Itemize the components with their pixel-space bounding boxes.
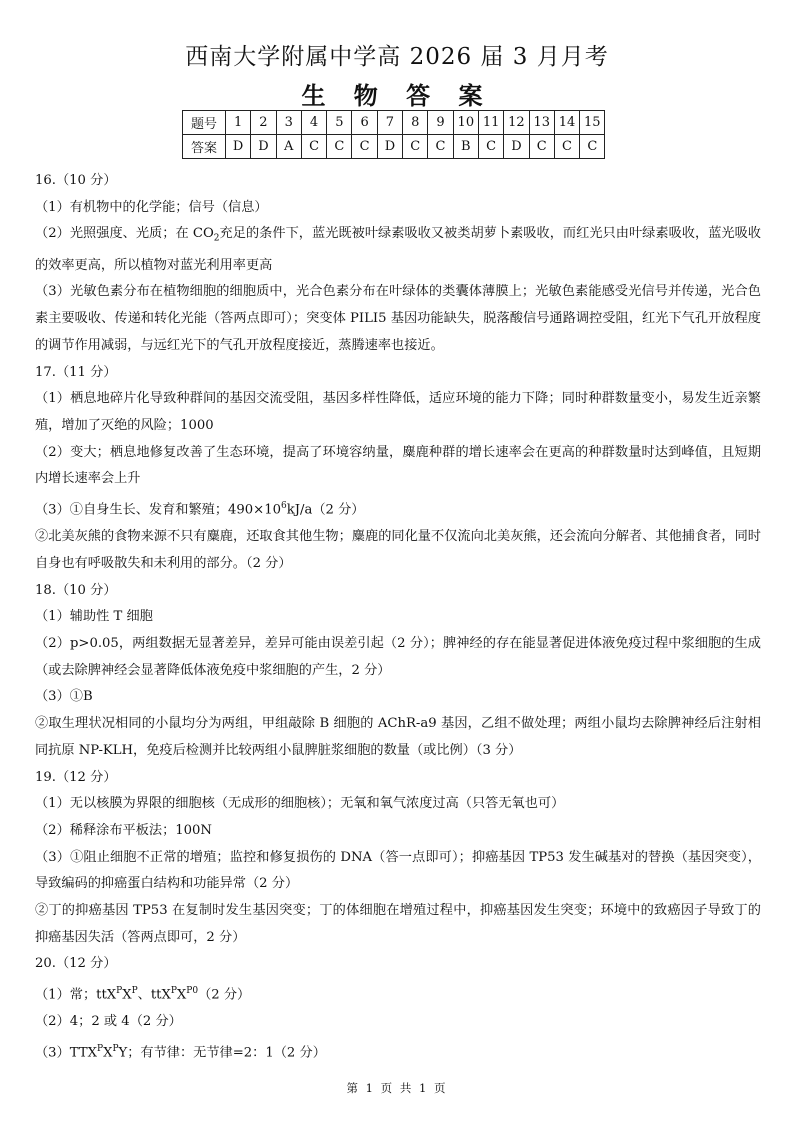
q17-answer-3b: ②北美灰熊的食物来源不只有麋鹿，还取食其他生物；麋鹿的同化量不仅流向北美灰熊，还会流向分解者、其他捕食者，同时自身也有呼吸散失和未利用的部分。（2 分） bbox=[35, 529, 761, 571]
question-number-cell: 15 bbox=[580, 111, 605, 135]
q18-heading: 18.（10 分） bbox=[35, 582, 117, 598]
answer-cell: C bbox=[327, 135, 352, 159]
answer-cell: C bbox=[428, 135, 453, 159]
question-number-cell: 1 bbox=[226, 111, 251, 135]
question-number-cell: 6 bbox=[352, 111, 377, 135]
q17-answer-1: （1）栖息地碎片化导致种群间的基因交流受阻，基因多样性降低，适应环境的能力下降；同时种群数量变小，易发生近亲繁殖，增加了灭绝的风险；1000 bbox=[35, 391, 761, 433]
question-number-cell: 14 bbox=[554, 111, 579, 135]
q17-heading: 17.（11 分） bbox=[35, 364, 117, 380]
answer-cell: C bbox=[478, 135, 503, 159]
q16-answer-1: （1）有机物中的化学能；信号（信息） bbox=[35, 199, 268, 215]
q20-answer-1: （1）常；$ttX^PX^P$、$ttX^PX^{P0}(2$ 分） bbox=[35, 986, 251, 1003]
question-number-cell: 7 bbox=[377, 111, 402, 135]
answer-table-answer-row bbox=[183, 135, 605, 159]
answer-header: 答案 bbox=[183, 135, 226, 159]
q18-answer-1: （1）辅助性 T 细胞 bbox=[35, 609, 153, 625]
q19-answer-2: （2）稀释涂布平板法；100N bbox=[35, 822, 212, 838]
q17-answer-2: （2）变大；栖息地修复改善了生态环境，提高了环境容纳量，麋鹿种群的增长速率会在更高的种群数量时达到峰值，且短期内增长速率会上升 bbox=[35, 444, 761, 487]
answer-cell: D bbox=[251, 135, 276, 159]
q19-answer-1: （1）无以核膜为界限的细胞核（无成形的细胞核）；无氧和氧气浓度过高（只答无氧也可） bbox=[35, 796, 565, 812]
answer-cell: C bbox=[554, 135, 579, 159]
question-number-cell: 2 bbox=[251, 111, 276, 135]
question-number-cell: 12 bbox=[504, 111, 529, 135]
q20-heading: 20.（12 分） bbox=[35, 956, 117, 972]
answer-cell: C bbox=[529, 135, 554, 159]
answer-cell: C bbox=[352, 135, 377, 159]
page-title: 西南大学附属中学高 2026 届 3 月月考 bbox=[185, 44, 609, 70]
answer-cell: C bbox=[403, 135, 428, 159]
answer-cell: D bbox=[377, 135, 402, 159]
question-number-cell: 8 bbox=[403, 111, 428, 135]
q20-answer-2: （2）4；2 或 4（2 分） bbox=[35, 1014, 182, 1030]
question-number-header: 题号 bbox=[183, 111, 226, 135]
answer-table bbox=[182, 110, 605, 159]
answer-cell: D bbox=[504, 135, 529, 159]
q18-answer-3: （3）①B bbox=[35, 689, 93, 705]
page-footer: 第 1 页 共 1 页 bbox=[346, 1081, 448, 1095]
question-number-cell: 10 bbox=[453, 111, 478, 135]
co2-subscript: 2 bbox=[213, 234, 220, 245]
q16-heading: 16.（10 分） bbox=[35, 173, 117, 188]
answer-cell: A bbox=[276, 135, 301, 159]
q18-answer-3b: ②取生理状况相同的小鼠均分为两组，甲组敲除 B 细胞的 AChR-a9 基因，乙组不做处理；两组小鼠均去除脾神经后注射相同抗原 NP-KLH，免疫后检测并比较两组小鼠脾脏浆细胞的数量（或比例）（3 分） bbox=[35, 716, 761, 758]
answer-cell: C bbox=[580, 135, 605, 159]
q19-answer-3b: ②丁的抑癌基因 TP53 在复制时发生基因突变；丁的体细胞在增殖过程中，抑癌基因发生突变；环境中的致癌因子导致丁的抑癌基因失活（答两点即可，2 分） bbox=[35, 903, 761, 945]
question-number-cell: 13 bbox=[529, 111, 554, 135]
page-subtitle: 生 物 答 案 bbox=[301, 81, 493, 110]
q19-heading: 19.（12 分） bbox=[35, 769, 117, 785]
question-number-cell: 9 bbox=[428, 111, 453, 135]
exponent: 6 bbox=[281, 501, 287, 512]
question-number-cell: 4 bbox=[301, 111, 326, 135]
q18-answer-2: （2）p>0.05，两组数据无显著差异，差异可能由误差引起（2 分）；脾神经的存在能显著促进体液免疫过程中浆细胞的生成（或去除脾神经会显著降低体液免疫中浆细胞的产生，2 分） bbox=[35, 635, 761, 678]
answer-cell: B bbox=[453, 135, 478, 159]
question-number-cell: 11 bbox=[478, 111, 503, 135]
question-number-cell: 3 bbox=[276, 111, 301, 135]
answer-table-question-row bbox=[183, 111, 605, 135]
q16-answer-2: （2）光照强度、光质；在 $CO_2$充足的条件下，蓝光既被叶绿素吸收又被类胡萝卜素吸收，而红光只由叶绿素吸收，蓝光吸收的效率更高，所以植物对蓝光利用率更高 bbox=[35, 226, 761, 273]
q19-answer-3: （3）①阻止细胞不正常的增殖；监控和修复损伤的 DNA（答一点即可）；抑癌基因 TP53 发生碱基对的替换（基因突变），导致编码的抑癌蛋白结构和功能异常（2 分） bbox=[35, 849, 761, 892]
q20-answer-3: $(3)TTX^PX^PY$；有节律：无节律=2：1（2 分） bbox=[35, 1043, 326, 1061]
question-number-cell: 5 bbox=[327, 111, 352, 135]
answer-body bbox=[35, 168, 761, 1067]
answer-cell: D bbox=[226, 135, 251, 159]
q16-answer-3: （3）光敏色素分布在植物细胞的细胞质中，光合色素分布在叶绿体的类囊体薄膜上；光敏色素能感受光信号并传递，光合色素主要吸收、传递和转化光能（答两点即可）；突变体 PILI5 基因功能缺失，脱落酸信号通路调控受阻，红光下气孔开放程度的调节作用减弱，与远红光下的气孔开放程度接近，蒸腾速率也接近。 bbox=[35, 284, 761, 353]
answer-cell: C bbox=[301, 135, 326, 159]
q17-answer-3: （3）①自身生长、发育和繁殖；$490\times 10^6kJ/a(2$ 分） bbox=[35, 501, 365, 518]
